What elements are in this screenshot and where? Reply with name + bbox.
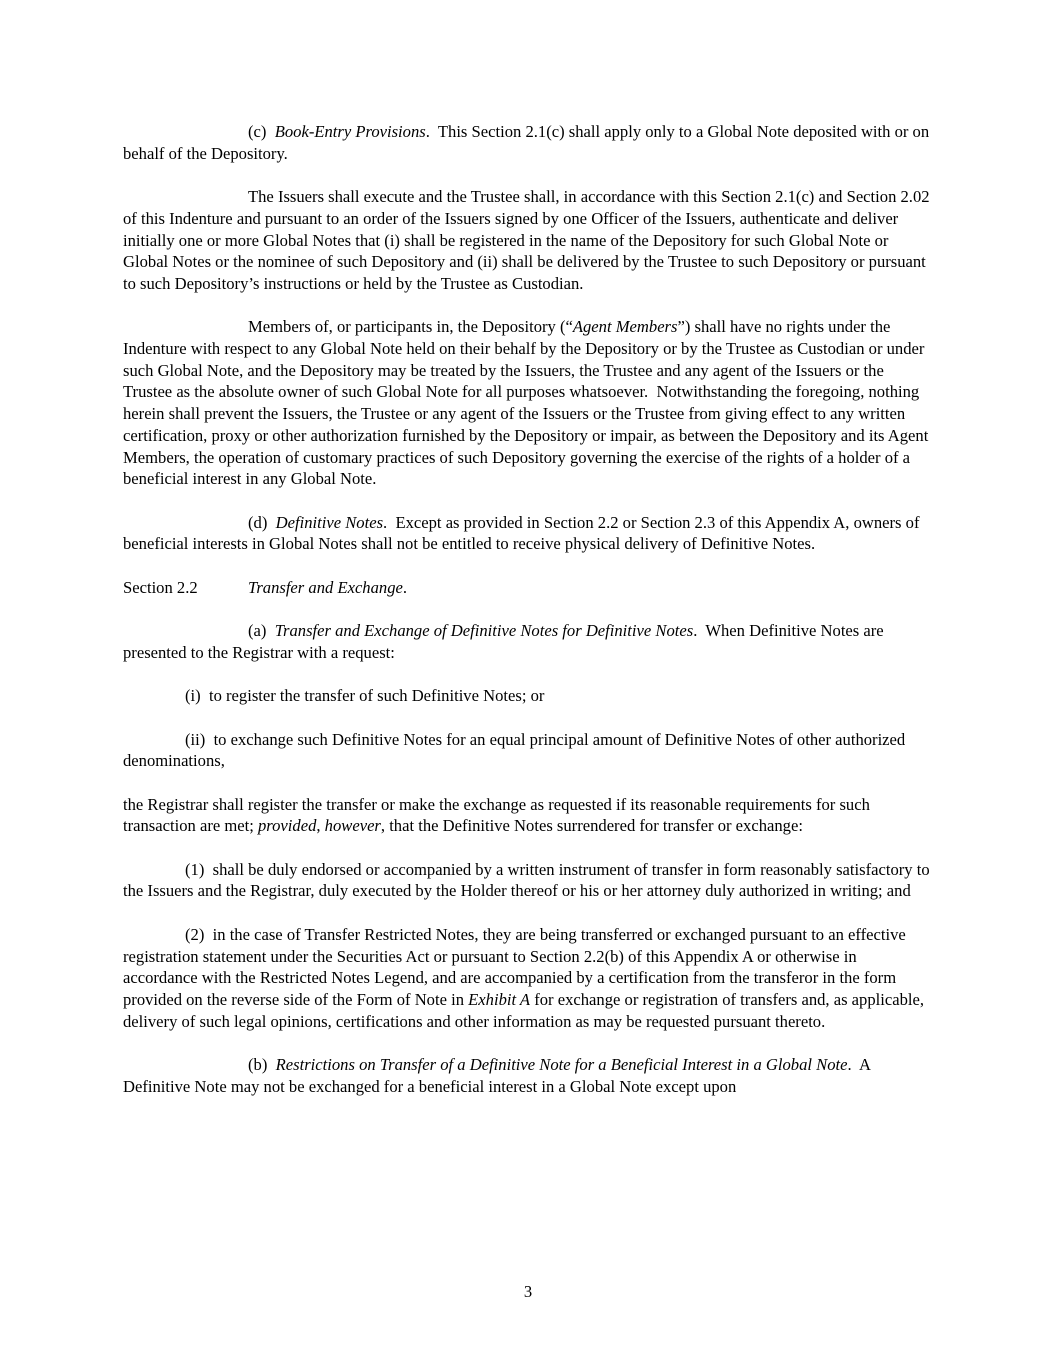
paragraph-registrar-shall-register: the Registrar shall register the transfer or make the exchange as requested if its reasonable requirements for such transaction are met; provided, however, that the Definitive Notes surrendered for transfer or exchange: bbox=[123, 794, 875, 836]
list-item-ii: (ii) to exchange such Definitive Notes for an equal principal amount of Definitive Notes of other authorized denominations, bbox=[123, 729, 910, 771]
list-item-1: (1) shall be duly endorsed or accompanied by a written instrument of transfer in form reasonably satisfactory to the Issuers and the Registrar, duly executed by the Holder thereof or his or her attorney duly authorized in writing; and bbox=[123, 859, 934, 901]
paragraph-members-participants: Members of, or participants in, the Depository (“Agent Members”) shall have no rights under the Indenture with respect to any Global Note held on their behalf by the Depository or by the Trustee as Custodian or under such Global Note, and the Depository may be treated by the Issuers, the Trustee and any agent of the Issuers or the Trustee as the absolute owner of such Global Note for all purposes whatsoever. Notwithstanding the foregoing, nothing herein shall prevent the Issuers, the Trustee or any agent of the Issuers or the Trustee from giving effect to any written certification, proxy or other authorization furnished by the Depository or impair, as between the Depository and its Agent Members, the operation of customary practices of such Depository governing the exercise of the rights of a holder of a beneficial interest in any Global Note. bbox=[123, 317, 933, 489]
paragraph-d-definitive-notes: (d) Definitive Notes. Except as provided in Section 2.2 or Section 2.3 of this Appendix A, owners of beneficial interests in Global Notes shall not be entitled to receive physical delivery of Definitive Notes. bbox=[123, 512, 924, 554]
paragraph-b-restrictions-on-transfer: (b) Restrictions on Transfer of a Definitive Note for a Beneficial Interest in a Global Note. A Definitive Note may not be exchanged for a beneficial interest in a Global Note except upon bbox=[123, 1055, 875, 1096]
list-item-i: (i) to register the transfer of such Definitive Notes; or bbox=[185, 686, 545, 706]
paragraph-c-book-entry-provisions: (c) Book-Entry Provisions. This Section 2.1(c) shall apply only to a Global Note deposited with or on behalf of the Depository. bbox=[123, 122, 934, 163]
section-title: Transfer and Exchange. bbox=[248, 577, 408, 597]
list-item-2: (2) in the case of Transfer Restricted Notes, they are being transferred or exchanged pursuant to an effective registration statement under the Securities Act or pursuant to Section 2.2(b) of this Appendix A or otherwise in accordance with the Restricted Notes Legend, and are accompanied by a certification from the transferor in the form provided on the reverse side of the Form of Note in Exhibit A for exchange or registration of transfers and, as applicable, delivery of such legal opinions, certifications and other information as may be requested pursuant thereto. bbox=[123, 924, 929, 1031]
page-number: 3 bbox=[523, 1282, 533, 1302]
section-number: Section 2.2 bbox=[123, 577, 198, 597]
section-2-2-heading bbox=[123, 577, 933, 599]
paragraph-issuers-execute: The Issuers shall execute and the Trustee shall, in accordance with this Section 2.1(c) and Section 2.02 of this Indenture and pursuant to an order of the Issuers signed by one Officer of the Issuers, authenticate and deliver initially one or more Global Notes that (i) shall be registered in the name of the Depository for such Global Note or Global Notes or the nominee of such Depository and (ii) shall be delivered by the Trustee to such Depository or pursuant to such Depository’s instructions or held by the Trustee as Custodian. bbox=[123, 187, 934, 293]
paragraph-a-transfer-exchange: (a) Transfer and Exchange of Definitive Notes for Definitive Notes. When Definitive Notes are presented to the Registrar with a request: bbox=[123, 621, 888, 662]
